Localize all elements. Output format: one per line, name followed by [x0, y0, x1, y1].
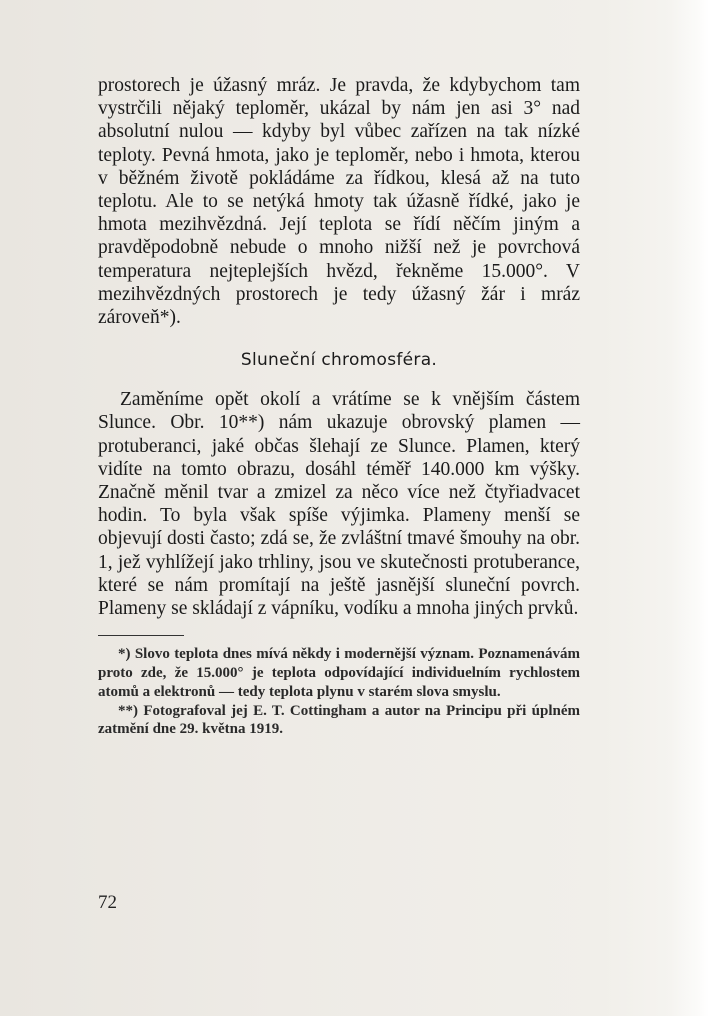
footnote-2: **) Fotografoval jej E. T. Cottingham a autor na Principu při úplném zatmění dne 29. května 1919.: [98, 702, 580, 738]
body-paragraph-2: Zaměníme opět okolí a vrátíme se k vnějším částem Slunce. Obr. 10**) nám ukazuje obrovský plamen — protuberanci, jaké občas šlehají ze Slunce. Plamen, který vidíte na tomto obrazu, dosáhl téměř 140.000 km výšky. Značně měnil tvar a zmizel za něco více než čtyřiadvacet hodin. To byla však spíše výjimka. Plameny menší se objevují dosti často; zdá se, že zvláštní tmavé šmouhy na obr. 1, jež vyhlížejí jako trhliny, jsou ve skutečnosti protuberance, které se nám promítají na ještě jasnější sluneční povrch. Plameny se skládají z vápníku, vodíku a mnoha jiných prvků.: [98, 389, 580, 620]
page-fold-shadow: [669, 0, 709, 1016]
footnote-divider: [98, 635, 184, 636]
body-paragraph-1: prostorech je úžasný mráz. Je pravda, že kdybychom tam vystrčili nějaký teploměr, ukázal by nám jen asi 3° nad absolutní nulou — kdyby byl vůbec zařízen na tak nízké teploty. Pevná hmota, jako je teploměr, nebo i hmota, kterou v běžném životě pokládáme za řídkou, klesá až na tuto teplotu. Ale to se netýká hmoty tak úžasně řídké, jako je hmota mezihvězdná. Její teplota se řídí něčím jiným a pravděpodobně nebude o mnoho nižší než je povrchová temperatura nejteplejších hvězd, řekněme 15.000°. V mezihvězdných prostorech je tedy úžasný žár i mráz zároveň*).: [98, 75, 580, 329]
page-number: 72: [98, 892, 117, 913]
section-heading: Sluneční chromosféra.: [240, 350, 438, 371]
footnote-1: *) Slovo teplota dnes mívá někdy i modernější význam. Poznamenávám proto zde, že 15.000° je teplota odpovídající individuelním rychlostem atomů a elektronů — tedy teplota plynu v starém slova smyslu.: [98, 646, 580, 700]
page-text-block: [98, 74, 580, 739]
